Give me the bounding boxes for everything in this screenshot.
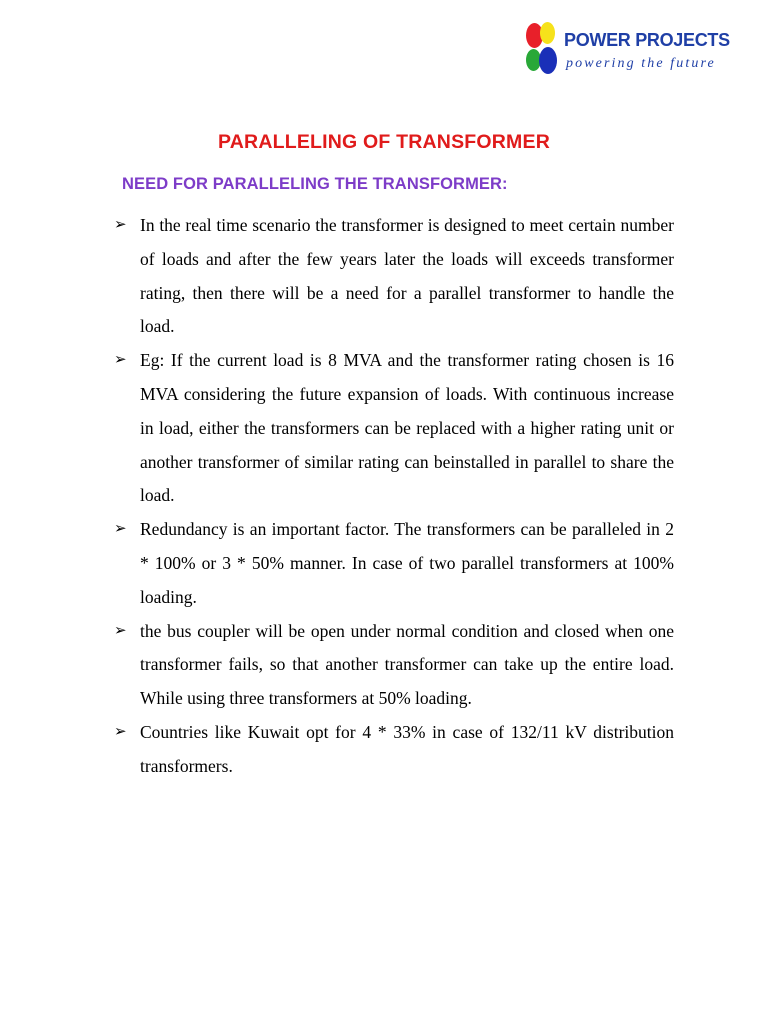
bullet-list: [114, 209, 674, 784]
arrow-bullet-icon: ➢: [114, 622, 127, 639]
bullet-text: Eg: If the current load is 8 MVA and the transformer rating chosen is 16 MVA considering the future expansion of loads. With continuous increase in load, either the transformers can be replaced with a higher rating unit or another transformer of similar rating can beinstalled in parallel to share the load.: [140, 350, 674, 506]
power-projects-logo: [526, 22, 736, 82]
bullet-text: the bus coupler will be open under normal condition and closed when one transformer fails, so that another transformer can take up the entire load. While using three transformers at 50% loading.: [140, 620, 674, 709]
arrow-bullet-icon: ➢: [114, 352, 127, 369]
section-heading: NEED FOR PARALLELING THE TRANSFORMER:: [122, 175, 508, 193]
page-title: PARALLELING OF TRANSFORMER: [218, 131, 550, 153]
logo-blue-dot: [539, 47, 557, 74]
bullet-item: [114, 513, 674, 614]
bullet-text: In the real time scenario the transformer is designed to meet certain number of loads and after the few years later the loads will exceeds transformer rating, then there will be a need for a parallel transformer to handle the load.: [140, 215, 674, 337]
logo-yellow-dot: [540, 22, 555, 44]
arrow-bullet-icon: ➢: [114, 521, 127, 538]
bullet-item: [114, 716, 674, 784]
bullet-item: [114, 209, 674, 344]
bullet-text: Redundancy is an important factor. The transformers can be paralleled in 2 * 100% or 3 * 50% manner. In case of two parallel transformers at 100% loading.: [140, 519, 674, 607]
arrow-bullet-icon: ➢: [114, 723, 127, 740]
bullet-text: Countries like Kuwait opt for 4 * 33% in case of 132/11 kV distribution transformers.: [140, 721, 674, 776]
logo-brand-text: POWER PROJECTS: [564, 30, 730, 50]
logo-tagline: powering the future: [566, 56, 716, 71]
arrow-bullet-icon: ➢: [114, 217, 127, 233]
bullet-item: [114, 344, 674, 513]
bullet-item: [114, 615, 674, 716]
